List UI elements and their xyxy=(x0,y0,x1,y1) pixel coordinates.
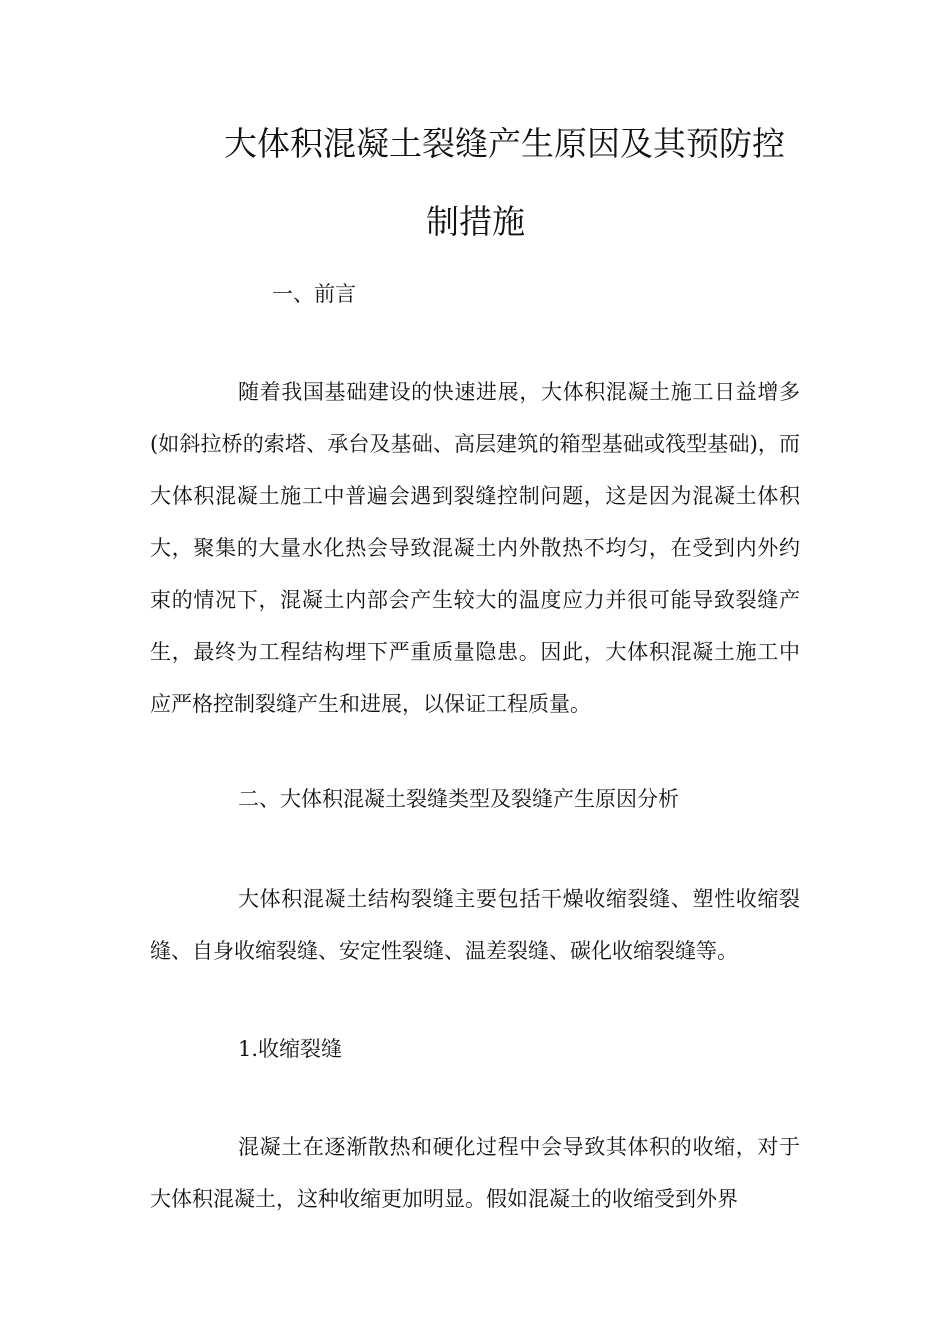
document-title-line-1: 大体积混凝土裂缝产生原因及其预防控 xyxy=(224,124,785,163)
paragraph-shrinkage: 混凝土在逐渐散热和硬化过程中会导致其体积的收缩，对于大体积混凝土，这种收缩更加明显。假如混凝土的收缩受到外界 xyxy=(150,1135,800,1211)
section-heading-intro: 一、前言 xyxy=(272,282,356,306)
document-title-line-2: 制措施 xyxy=(426,202,525,241)
subsection-heading-shrinkage: 1.收缩裂缝 xyxy=(238,1037,343,1061)
paragraph-crack-types: 大体积混凝土结构裂缝主要包括干燥收缩裂缝、塑性收缩裂缝、自身收缩裂缝、安定性裂缝、温差裂缝、碳化收缩裂缝等。 xyxy=(150,887,800,963)
paragraph-intro: 随着我国基础建设的快速进展，大体积混凝土施工日益增多(如斜拉桥的索塔、承台及基础、高层建筑的箱型基础或筏型基础)，而大体积混凝土施工中普遍会遇到裂缝控制问题，这是因为混凝土体积大，聚集的大量水化热会导致混凝土内外散热不均匀，在受到内外约束的情况下，混凝土内部会产生较大的温度应力并很可能导致裂缝产生，最终为工程结构埋下严重质量隐患。因此，大体积混凝土施工中应严格控制裂缝产生和进展，以保证工程质量。 xyxy=(150,380,800,716)
section-heading-crack-types: 二、大体积混凝土裂缝类型及裂缝产生原因分析 xyxy=(238,787,679,811)
